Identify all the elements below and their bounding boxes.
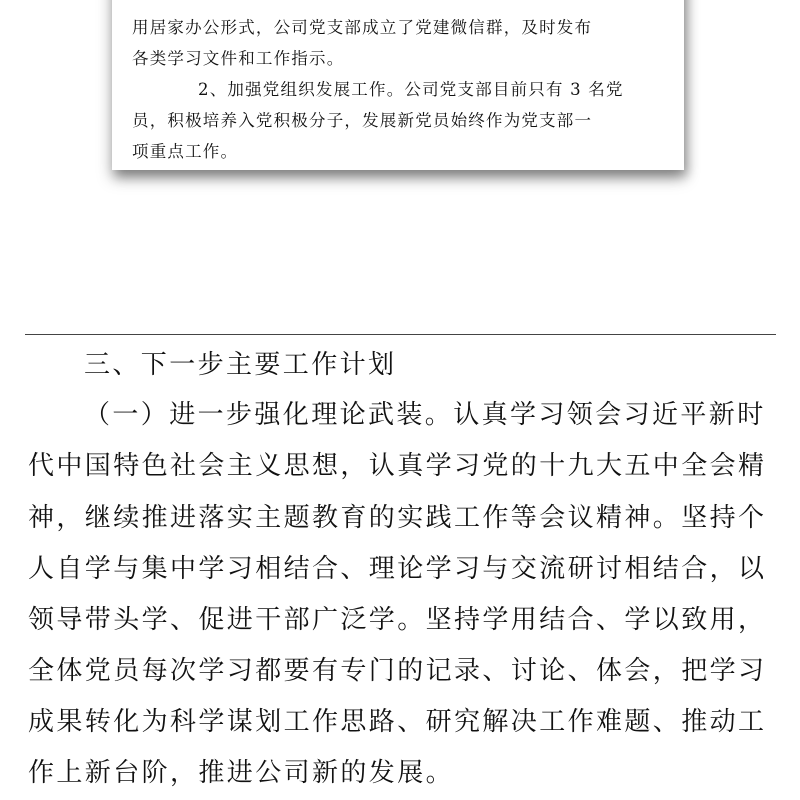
paragraph-line: 作上新台阶，推进公司新的发展。: [28, 758, 455, 788]
preview-line: 各类学习文件和工作指示。: [132, 49, 345, 68]
preview-line: 员，积极培养入党积极分子，发展新党员始终作为党支部一: [132, 111, 593, 130]
section-divider: [25, 334, 776, 335]
paragraph-line: 神，继续推进落实主题教育的实践工作等会议精神。坚持个: [28, 503, 767, 533]
paragraph-line: 成果转化为科学谋划工作思路、研究解决工作难题、推动工: [28, 707, 767, 737]
preview-line: 用居家办公形式，公司党支部成立了党建微信群，及时发布: [132, 18, 593, 37]
section-heading: 三、下一步主要工作计划: [84, 350, 397, 380]
paragraph-line: （一）进一步强化理论武装。认真学习领会习近平新时: [84, 400, 766, 430]
paragraph-line: 全体党员每次学习都要有专门的记录、讨论、体会，把学习: [28, 656, 767, 686]
preview-line: 项重点工作。: [132, 142, 239, 161]
preview-line: 2、加强党组织发展工作。公司党支部目前只有 3 名党: [198, 80, 624, 99]
paragraph-line: 代中国特色社会主义思想，认真学习党的十九大五中全会精: [28, 451, 767, 481]
paragraph-line: 人自学与集中学习相结合、理论学习与交流研讨相结合，以: [28, 554, 767, 584]
document-page-preview: [112, 0, 684, 170]
paragraph-line: 领导带头学、促进干部广泛学。坚持学用结合、学以致用，: [28, 605, 767, 635]
